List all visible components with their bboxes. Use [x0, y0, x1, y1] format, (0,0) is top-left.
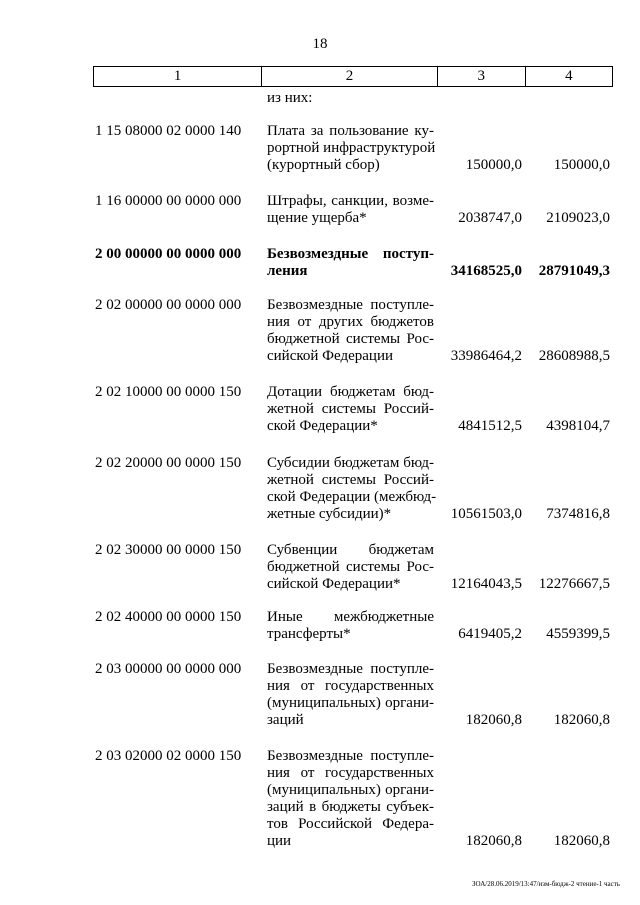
budget-item-name-line: ния от государственных [267, 765, 434, 781]
budget-item-name-line: ции [267, 833, 292, 849]
budget-item-name [267, 661, 434, 729]
budget-item-name-line: (курортный сбор) [267, 157, 380, 173]
budget-item-name-line: Субвенции бюджетам [267, 542, 434, 558]
budget-item-name-line: ской Федерации (межбюд- [267, 489, 437, 505]
budget-item-name [267, 455, 437, 523]
column-header-4: 4 [525, 67, 612, 87]
budget-item-name [267, 542, 434, 593]
budget-code: 2 02 20000 00 0000 150 [95, 455, 242, 471]
value-column-4: 4398104,7 [546, 418, 610, 434]
budget-item-name [267, 609, 434, 643]
budget-item-name-line: Безвозмездные поступ- [267, 246, 434, 262]
column-header-table [93, 66, 613, 87]
budget-item-name-line: заций [267, 712, 304, 728]
budget-code: 1 16 00000 00 0000 000 [95, 193, 242, 209]
value-column-4: 4559399,5 [546, 626, 610, 642]
budget-item-name-line: Субсидии бюджетам бюд- [267, 455, 434, 471]
budget-code: 2 03 02000 02 0000 150 [95, 748, 242, 764]
budget-item-name [267, 246, 434, 280]
budget-item-name [267, 384, 434, 435]
budget-item-name-line: (муниципальных) органи- [267, 695, 434, 711]
budget-item-name-line: Безвозмездные поступле- [267, 297, 434, 313]
value-column-4: 12276667,5 [538, 576, 610, 592]
value-column-4: 7374816,8 [546, 506, 610, 522]
budget-code: 2 02 30000 00 0000 150 [95, 542, 242, 558]
budget-item-name [267, 748, 434, 850]
budget-item-name-line: Штрафы, санкции, возме- [267, 193, 434, 209]
value-column-3: 182060,8 [465, 833, 522, 849]
budget-item-name-line: тов Российской Федера- [267, 816, 434, 832]
budget-code: 2 02 00000 00 0000 000 [95, 297, 242, 313]
budget-item-name-line: щение ущерба* [267, 210, 367, 226]
page-number: 18 [312, 36, 328, 52]
column-header-3: 3 [437, 67, 525, 87]
budget-item-name-line: Безвозмездные поступле- [267, 748, 434, 764]
budget-item-name-line: ления [267, 263, 308, 279]
budget-item-name-line: бюджетной системы Рос- [267, 559, 434, 575]
value-column-3: 6419405,2 [458, 626, 522, 642]
budget-item-name-line: рортной инфраструктурой [267, 140, 436, 156]
budget-item-name-line: трансферты* [267, 626, 351, 642]
budget-item-name-line: Иные межбюджетные [267, 609, 434, 625]
budget-code: 1 15 08000 02 0000 140 [95, 123, 242, 139]
value-column-3: 4841512,5 [458, 418, 522, 434]
budget-item-name-line: Безвозмездные поступле- [267, 661, 434, 677]
value-column-3: 33986464,2 [450, 348, 522, 364]
column-header-2: 2 [262, 67, 437, 87]
value-column-3: 12164043,5 [450, 576, 522, 592]
value-column-4: 182060,8 [553, 712, 610, 728]
budget-item-name [267, 123, 434, 174]
subheading: из них: [267, 90, 313, 106]
budget-code: 2 03 00000 00 0000 000 [95, 661, 242, 677]
budget-item-name-line: (муниципальных) органи- [267, 782, 434, 798]
value-column-3: 2038747,0 [458, 210, 522, 226]
budget-item-name-line: Плата за пользование ку- [267, 123, 434, 139]
value-column-3: 182060,8 [465, 712, 522, 728]
budget-item-name-line: сийской Федерации* [267, 576, 401, 592]
budget-item-name-line: ния от государственных [267, 678, 434, 694]
budget-item-name [267, 193, 434, 227]
budget-item-name-line: ния от других бюджетов [267, 314, 434, 330]
column-header-1: 1 [94, 67, 262, 87]
budget-item-name-line: Дотации бюджетам бюд- [267, 384, 434, 400]
value-column-4: 28608988,5 [538, 348, 610, 364]
budget-item-name-line: жетной системы Россий- [267, 401, 434, 417]
value-column-4: 150000,0 [553, 157, 610, 173]
budget-code: 2 02 10000 00 0000 150 [95, 384, 242, 400]
budget-item-name-line: жетной системы Россий- [267, 472, 434, 488]
budget-item-name-line: заций в бюджеты субъек- [267, 799, 434, 815]
value-column-4: 2109023,0 [546, 210, 610, 226]
budget-code: 2 00 00000 00 0000 000 [95, 246, 242, 262]
value-column-4: 28791049,3 [538, 263, 610, 279]
value-column-4: 182060,8 [553, 833, 610, 849]
value-column-3: 34168525,0 [450, 263, 522, 279]
budget-item-name-line: жетные субсидии)* [267, 506, 392, 522]
value-column-3: 10561503,0 [450, 506, 522, 522]
budget-item-name-line: сийской Федерации [267, 348, 394, 364]
budget-item-name-line: бюджетной системы Рос- [267, 331, 434, 347]
budget-item-name [267, 297, 434, 365]
value-column-3: 150000,0 [465, 157, 522, 173]
footer-stamp: ЗОА/28.06.2019/13:47/изм-бюдж-2 чтение-1 часть [472, 880, 620, 888]
budget-item-name-line: ской Федерации* [267, 418, 378, 434]
budget-code: 2 02 40000 00 0000 150 [95, 609, 242, 625]
